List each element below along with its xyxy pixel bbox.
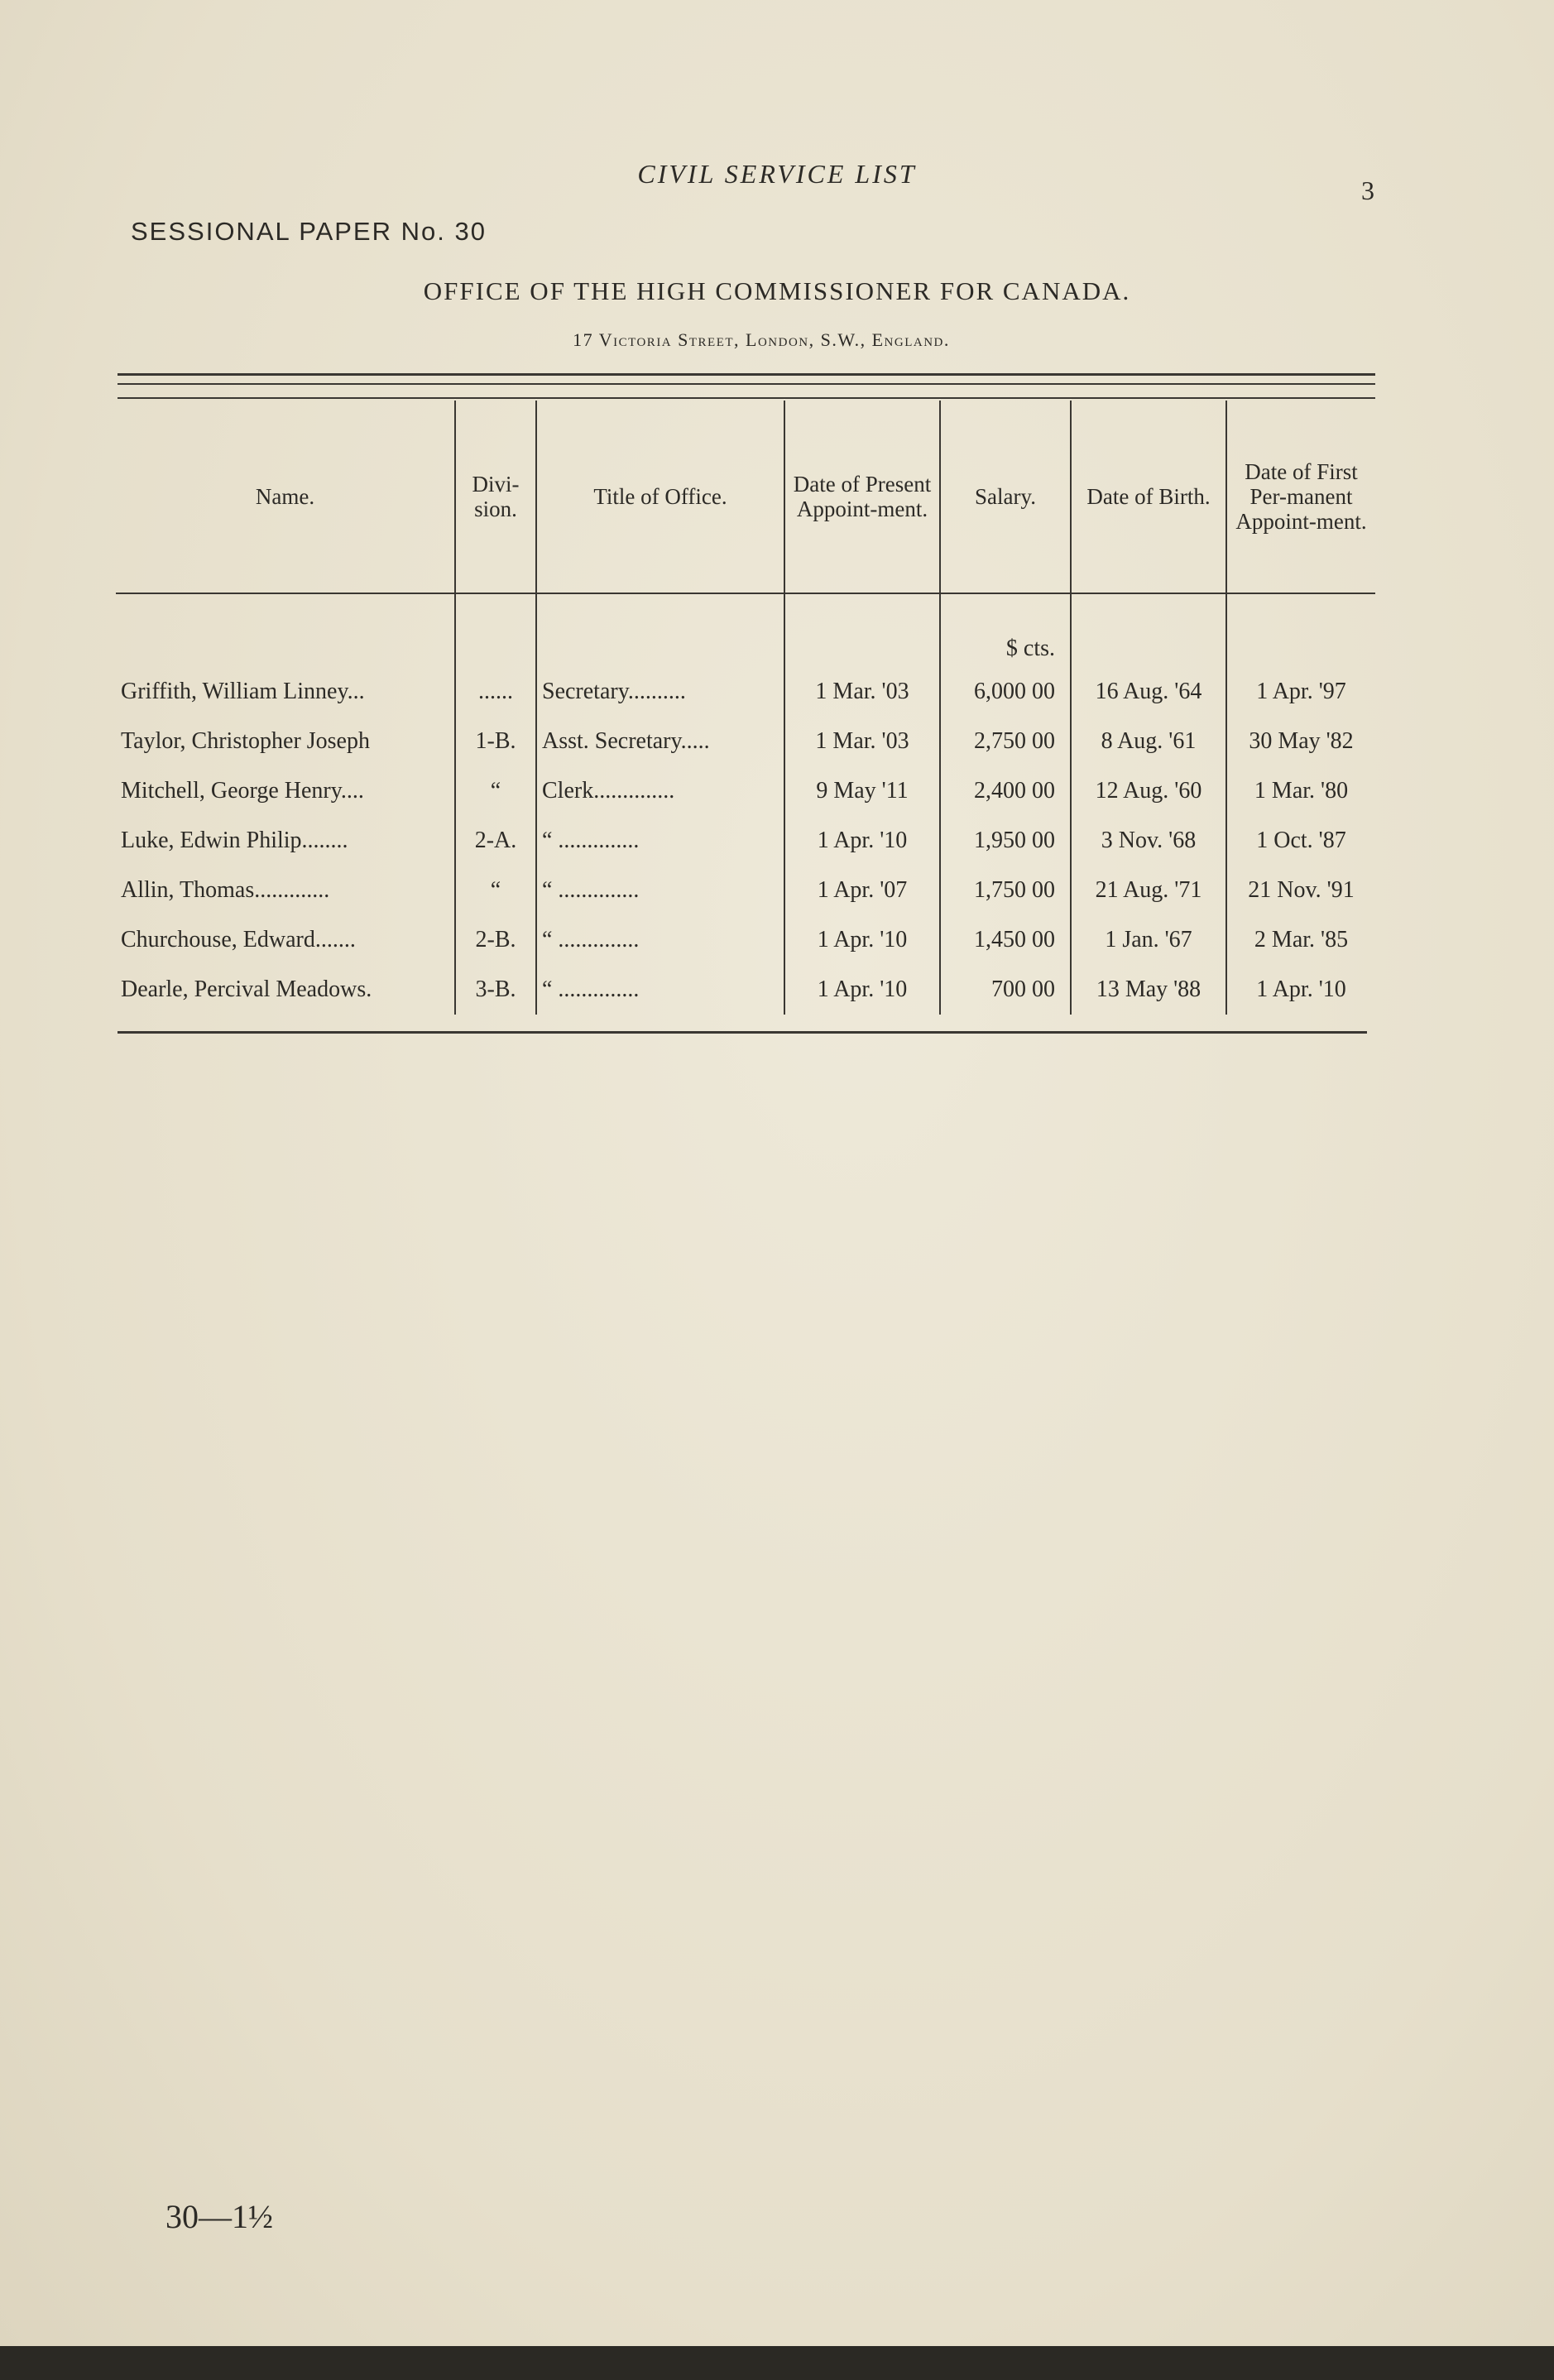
cell-first-appointment: 30 May '82	[1226, 717, 1375, 766]
cell-salary: 2,400 00	[940, 766, 1071, 816]
cell-present-appointment: 9 May '11	[784, 766, 940, 816]
table-row	[116, 965, 1375, 1015]
cell-division: 2-A.	[455, 816, 536, 866]
cell-first-appointment: 1 Mar. '80	[1226, 766, 1375, 816]
running-head: CIVIL SERVICE LIST	[637, 159, 917, 189]
cell-present-appointment: 1 Apr. '10	[784, 915, 940, 965]
cell-birth: 16 Aug. '64	[1071, 667, 1226, 717]
cell-present-appointment: 1 Mar. '03	[784, 717, 940, 766]
cell-division: 3-B.	[455, 965, 536, 1015]
cell-name: Taylor, Christopher Joseph	[121, 728, 370, 754]
cell-birth: 3 Nov. '68	[1071, 816, 1226, 866]
cell-division: 2-B.	[455, 915, 536, 965]
column-header-name: Name.	[116, 401, 455, 593]
table-row	[116, 717, 1375, 766]
cell-division: 1-B.	[455, 717, 536, 766]
top-rule	[118, 397, 1375, 399]
salary-units: $ cts.	[940, 593, 1071, 667]
cell-salary: 1,750 00	[940, 866, 1071, 915]
page-number: 3	[1361, 175, 1374, 205]
table-header-row	[116, 401, 1375, 593]
office-heading: OFFICE OF THE HIGH COMMISSIONER FOR CANADA.	[423, 276, 1131, 305]
bottom-rule	[118, 1031, 1367, 1034]
cell-name: Luke, Edwin Philip........	[121, 828, 348, 853]
cell-title: “ ..............	[536, 915, 784, 965]
staff-table	[116, 401, 1375, 1015]
cell-first-appointment: 1 Apr. '97	[1226, 667, 1375, 717]
table-row	[116, 816, 1375, 866]
cell-salary: 700 00	[940, 965, 1071, 1015]
table-row	[116, 667, 1375, 717]
cell-birth: 13 May '88	[1071, 965, 1226, 1015]
cell-present-appointment: 1 Apr. '10	[784, 965, 940, 1015]
column-header-division: Divi-sion.	[455, 401, 536, 593]
column-header-first-appointment: Date of First Per-manent Appoint-ment.	[1226, 401, 1375, 593]
cell-present-appointment: 1 Apr. '10	[784, 816, 940, 866]
cell-title: Clerk..............	[536, 766, 784, 816]
column-header-title: Title of Office.	[536, 401, 784, 593]
cell-title: Asst. Secretary.....	[536, 717, 784, 766]
units-row	[116, 593, 1375, 667]
cell-salary: 1,950 00	[940, 816, 1071, 866]
cell-name: Mitchell, George Henry....	[121, 778, 364, 804]
table-row	[116, 866, 1375, 915]
scan-edge	[0, 2346, 1554, 2380]
cell-title: “ ..............	[536, 816, 784, 866]
folio-signature: 30—1½	[165, 2198, 273, 2235]
cell-first-appointment: 1 Apr. '10	[1226, 965, 1375, 1015]
cell-title: Secretary..........	[536, 667, 784, 717]
cell-title: “ ..............	[536, 965, 784, 1015]
table-row	[116, 915, 1375, 965]
cell-present-appointment: 1 Mar. '03	[784, 667, 940, 717]
cell-name: Dearle, Percival Meadows.	[121, 976, 372, 1002]
cell-title: “ ..............	[536, 866, 784, 915]
cell-birth: 8 Aug. '61	[1071, 717, 1226, 766]
cell-division: ......	[455, 667, 536, 717]
cell-salary: 1,450 00	[940, 915, 1071, 965]
cell-salary: 6,000 00	[940, 667, 1071, 717]
cell-name: Griffith, William Linney...	[121, 679, 365, 704]
cell-division: “	[455, 766, 536, 816]
cell-first-appointment: 2 Mar. '85	[1226, 915, 1375, 965]
cell-first-appointment: 21 Nov. '91	[1226, 866, 1375, 915]
cell-first-appointment: 1 Oct. '87	[1226, 816, 1375, 866]
table-row	[116, 766, 1375, 816]
cell-name: Churchouse, Edward.......	[121, 927, 356, 952]
sessional-paper-label: SESSIONAL PAPER No. 30	[131, 217, 487, 246]
office-address: 17 Victoria Street, London, S.W., England.	[573, 329, 950, 350]
top-rule	[118, 373, 1375, 376]
cell-birth: 12 Aug. '60	[1071, 766, 1226, 816]
column-header-salary: Salary.	[940, 401, 1071, 593]
top-rule	[118, 383, 1375, 385]
cell-salary: 2,750 00	[940, 717, 1071, 766]
column-header-birth: Date of Birth.	[1071, 401, 1226, 593]
cell-name: Allin, Thomas.............	[121, 877, 330, 903]
cell-birth: 1 Jan. '67	[1071, 915, 1226, 965]
column-header-present-appointment: Date of Present Appoint-ment.	[784, 401, 940, 593]
cell-division: “	[455, 866, 536, 915]
cell-present-appointment: 1 Apr. '07	[784, 866, 940, 915]
cell-birth: 21 Aug. '71	[1071, 866, 1226, 915]
